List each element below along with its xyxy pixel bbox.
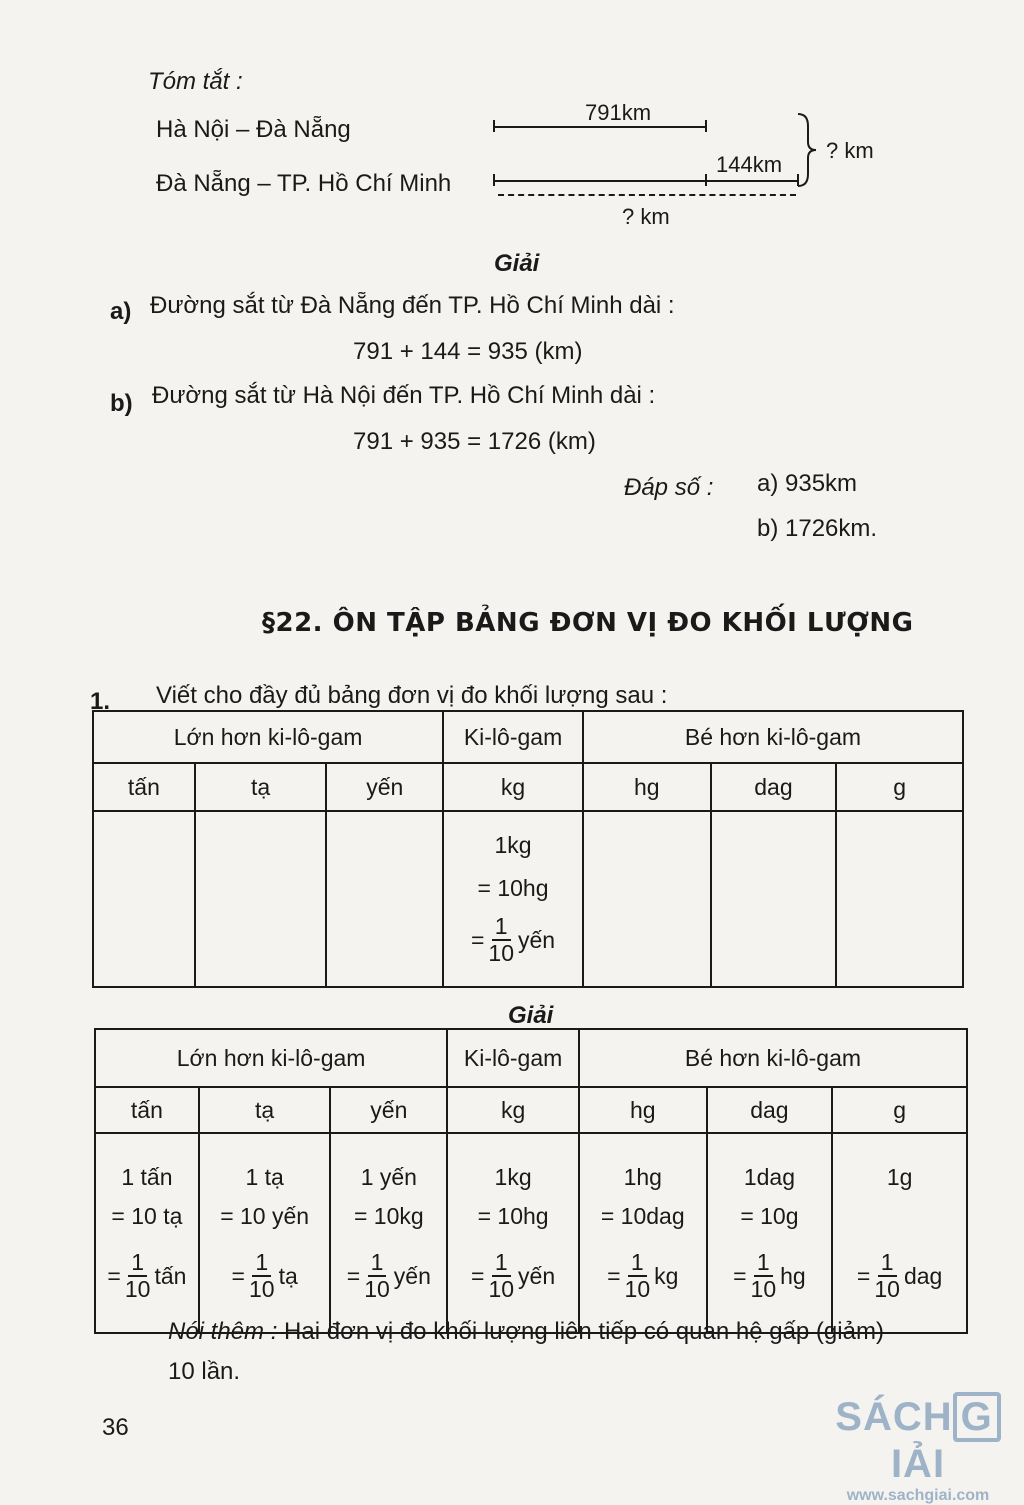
exercise-number: 1. xyxy=(90,688,111,715)
cell-kg xyxy=(447,1133,579,1333)
answer-a: a) 935km xyxy=(757,470,858,497)
fraction-line: = $\frac{1}{10}$ yến xyxy=(471,1248,556,1302)
unit-ton: tấn xyxy=(93,763,195,811)
cell-ton xyxy=(95,1133,199,1333)
unit-yen: yến xyxy=(326,763,443,811)
empty-cell xyxy=(93,811,195,987)
part-b-text: Đường sắt từ Hà Nội đến TP. Hồ Chí Minh dài : xyxy=(152,382,656,409)
part-b-calc: 791 + 935 = 1726 (km) xyxy=(353,428,596,455)
cell-g xyxy=(832,1133,967,1333)
part-a-text: Đường sắt từ Đà Nẵng đến TP. Hồ Chí Minh dài : xyxy=(150,292,675,319)
segment-791 xyxy=(493,126,707,128)
unit-kg: kg xyxy=(443,763,583,811)
kg-cell xyxy=(443,811,583,987)
dashed-span xyxy=(498,194,796,196)
note-line1 xyxy=(168,1318,884,1346)
fraction-line: = $\frac{1}{10}$ dag xyxy=(856,1248,943,1302)
segment-791-label: 791km xyxy=(585,100,652,125)
row2-value: = 10 tạ xyxy=(111,1202,183,1229)
part-a-label: a) xyxy=(110,298,132,325)
note-text: Hai đơn vị đo khối lượng liên tiếp có quan hệ gấp (giảm) xyxy=(284,1318,884,1345)
segment-tick xyxy=(493,120,495,132)
brace-question: ? km xyxy=(826,138,874,163)
part-b-label: b) xyxy=(110,390,133,417)
row2-value: = 10g xyxy=(740,1202,799,1229)
header-larger: Lớn hơn ki-lô-gam xyxy=(95,1029,447,1087)
fraction-line: = $\frac{1}{10}$ tấn xyxy=(107,1248,187,1302)
logo-url: www.sachgiai.com xyxy=(846,1487,990,1504)
cell-dag xyxy=(707,1133,833,1333)
fraction-unit: yến xyxy=(518,926,556,953)
mass-unit-table-exercise xyxy=(92,710,964,988)
unit-hg: hg xyxy=(583,763,711,811)
header-kg: Ki-lô-gam xyxy=(447,1029,579,1087)
logo-text: SÁCH GIẢI xyxy=(816,1392,1020,1487)
right-brace xyxy=(796,112,820,188)
answer-b: b) 1726km. xyxy=(757,515,878,542)
row2-value: = 10 yến xyxy=(220,1202,310,1229)
cell-yen xyxy=(330,1133,447,1333)
unit-dag: dag xyxy=(711,763,837,811)
unit-g: g xyxy=(836,763,963,811)
segment-tick xyxy=(705,174,707,186)
solution2-title: Giải xyxy=(508,1002,554,1029)
unit-dag: dag xyxy=(707,1087,833,1133)
row1-value: 1 tạ xyxy=(245,1163,284,1190)
unit-quintal: tạ xyxy=(195,763,327,811)
segment-total xyxy=(493,180,799,182)
fraction-line: = $\frac{1}{10}$ hg xyxy=(733,1248,806,1302)
solution-title: Giải xyxy=(494,250,540,277)
row1-value: 1hg xyxy=(623,1163,662,1190)
kg-line1: 1kg xyxy=(494,831,532,858)
empty-cell xyxy=(583,811,711,987)
kg-line2: = 10hg xyxy=(477,874,549,901)
row2-value: = 10dag xyxy=(600,1202,685,1229)
fraction-line: = $\frac{1}{10}$ tạ xyxy=(231,1248,298,1302)
segment-tick xyxy=(705,120,707,132)
row1-value: 1g xyxy=(886,1163,913,1190)
row1-value: 1 tấn xyxy=(121,1163,173,1190)
fraction-line: = $\frac{1}{10}$ yến xyxy=(346,1248,431,1302)
unit-ton: tấn xyxy=(95,1087,199,1133)
part-a-calc: 791 + 144 = 935 (km) xyxy=(353,338,583,365)
empty-cell xyxy=(711,811,837,987)
header-smaller: Bé hơn ki-lô-gam xyxy=(579,1029,967,1087)
mass-unit-table-solution xyxy=(94,1028,968,1334)
fraction-line: = $\frac{1}{10}$ kg xyxy=(607,1248,679,1302)
empty-cell xyxy=(836,811,963,987)
header-kg: Ki-lô-gam xyxy=(443,711,583,763)
row1-value: 1dag xyxy=(743,1163,795,1190)
exercise-text: Viết cho đầy đủ bảng đơn vị đo khối lượng sau : xyxy=(156,682,668,709)
cell-quintal xyxy=(199,1133,331,1333)
section-heading: §22. ÔN TẬP BẢNG ĐƠN VỊ ĐO KHỐI LƯỢNG xyxy=(262,608,914,638)
header-smaller: Bé hơn ki-lô-gam xyxy=(583,711,963,763)
segment-144-label: 144km xyxy=(716,152,783,177)
answer-label: Đáp số : xyxy=(624,474,714,501)
unit-g: g xyxy=(832,1087,967,1133)
cell-hg xyxy=(579,1133,707,1333)
row1-value: 1kg xyxy=(494,1163,532,1190)
note-line2: 10 lần. xyxy=(168,1358,241,1385)
page-number: 36 xyxy=(102,1414,129,1441)
note-label: Nói thêm : xyxy=(168,1318,278,1345)
row2-value: = 10kg xyxy=(353,1202,424,1229)
unit-quintal: tạ xyxy=(199,1087,331,1133)
empty-cell xyxy=(326,811,443,987)
fraction: $\frac{1}{10}$ xyxy=(488,912,514,966)
row1-value: 1 yến xyxy=(360,1163,417,1190)
kg-fraction-line xyxy=(471,914,555,967)
unit-kg: kg xyxy=(447,1087,579,1133)
equals: = xyxy=(470,926,485,953)
summary-label: Tóm tắt : xyxy=(148,68,243,95)
site-logo xyxy=(816,1392,1020,1505)
route-hanoi-danang: Hà Nội – Đà Nẵng xyxy=(156,116,351,143)
unit-hg: hg xyxy=(579,1087,707,1133)
row2-value: = 10hg xyxy=(477,1202,549,1229)
dashed-question: ? km xyxy=(622,204,670,229)
header-larger: Lớn hơn ki-lô-gam xyxy=(93,711,443,763)
segment-tick xyxy=(493,174,495,186)
empty-cell xyxy=(195,811,327,987)
unit-yen: yến xyxy=(330,1087,447,1133)
route-danang-hcm: Đà Nẵng – TP. Hồ Chí Minh xyxy=(156,170,452,197)
